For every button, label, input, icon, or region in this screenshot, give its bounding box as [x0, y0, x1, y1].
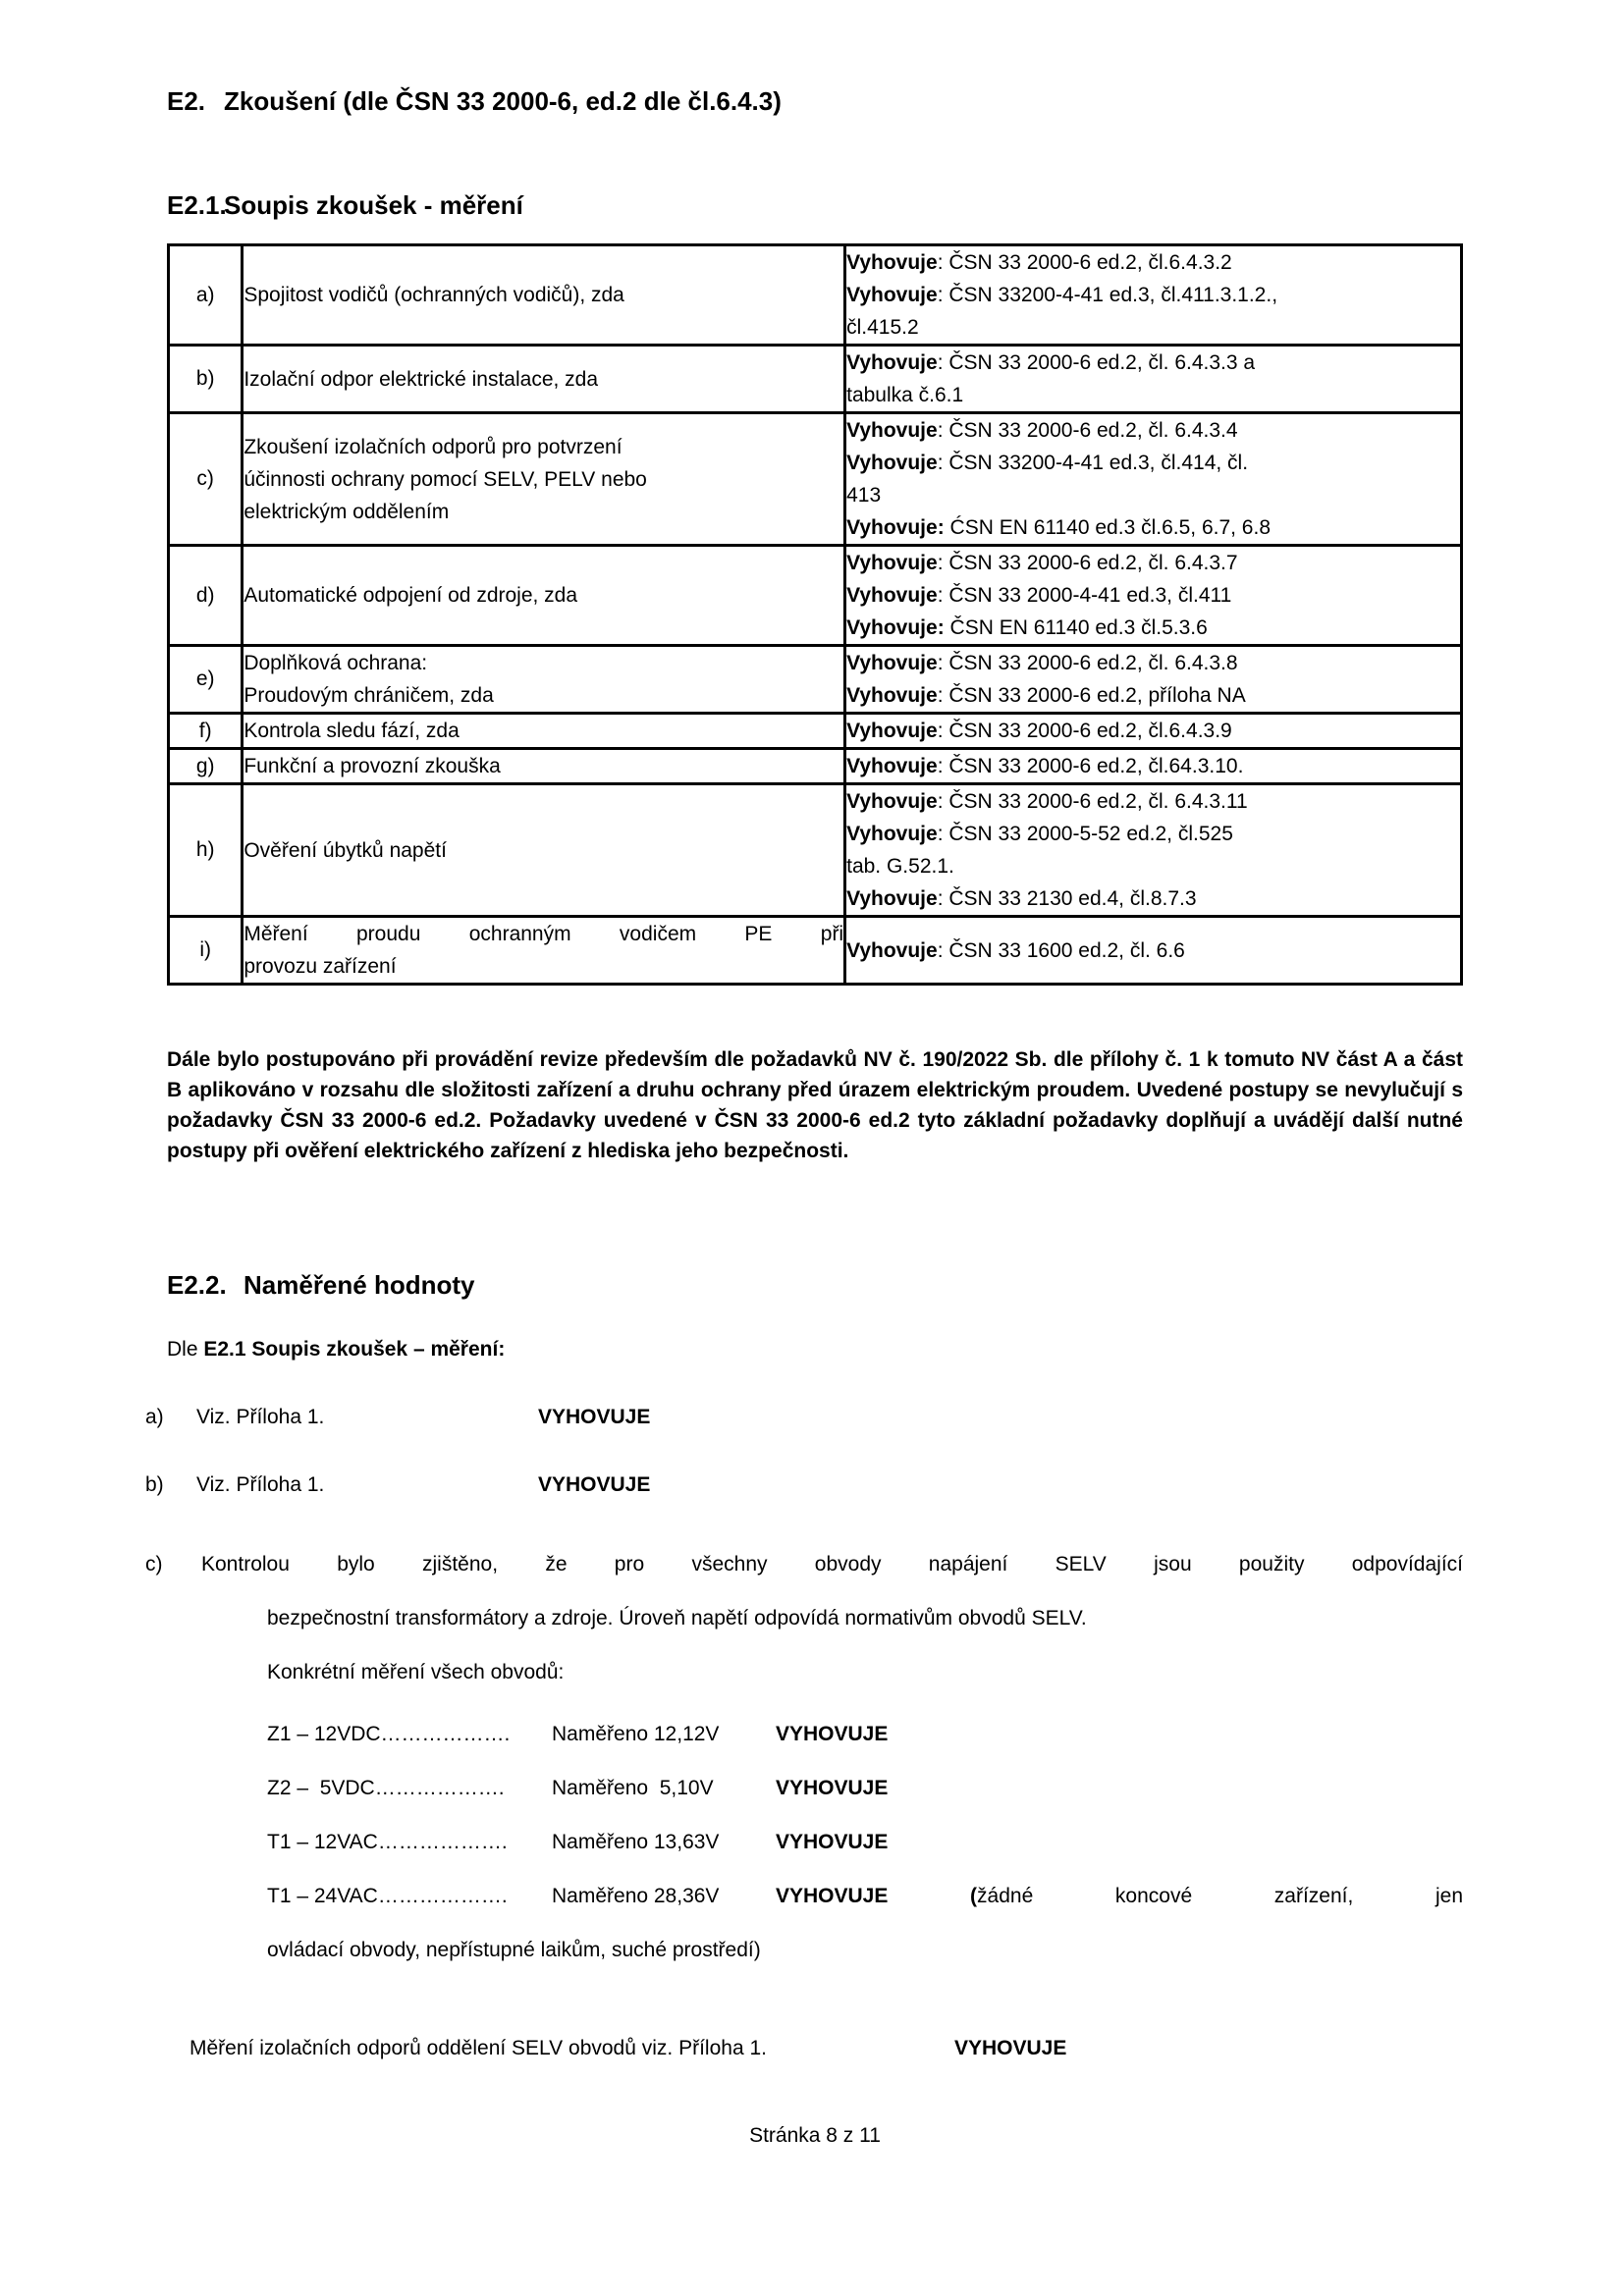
- item-c-line: Konkrétní měření všech obvodů:: [267, 1661, 565, 1683]
- row-letter-cell: h): [169, 784, 243, 917]
- measurement-row: [267, 1815, 1463, 1869]
- description-line: provozu zařízení: [244, 955, 397, 978]
- row-letter-cell: f): [169, 714, 243, 749]
- measurement-value: Naměřeno 13,63V: [552, 1831, 720, 1853]
- verdict-word: Vyhovuje: [846, 684, 938, 707]
- description-line: Automatické odpojení od zdroje, zda: [244, 584, 578, 607]
- table-row: [169, 245, 1462, 346]
- list-item: [145, 1472, 1463, 1498]
- measurement-value: Naměřeno 5,10V: [552, 1777, 714, 1799]
- item-text: Viz. Příloha 1.: [196, 1473, 325, 1496]
- row-description-cell: [243, 714, 845, 749]
- measurement-row: [267, 1761, 1463, 1815]
- result-line: tabulka č.6.1: [846, 384, 964, 406]
- verdict-word: Vyhovuje: [846, 755, 938, 777]
- row-description-cell: [243, 413, 845, 546]
- row-description-cell: [243, 646, 845, 714]
- item-letter: a): [145, 1406, 164, 1428]
- result-line: Vyhovuje: ČSN 33 2000-6 ed.2, čl.6.4.3.9: [846, 720, 1232, 742]
- measurement-label: Z1 – 12VDC……………….: [267, 1723, 511, 1745]
- measurement-verdict: [776, 1815, 1463, 1869]
- selv-text: Měření izolačních odporů oddělení SELV obvodů viz. Příloha 1.: [189, 2037, 767, 2059]
- heading-number: E2.: [167, 86, 206, 116]
- measurement-note: ovládací obvody, nepřístupné laikům, suché prostředí): [267, 1939, 761, 1961]
- table-row: [169, 749, 1462, 784]
- row-description-cell: [243, 917, 845, 985]
- measurement-verdict: [776, 1761, 1463, 1815]
- row-letter-cell: c): [169, 413, 243, 546]
- test-list-table: [167, 243, 1463, 986]
- heading-title: Naměřené hodnoty: [244, 1270, 475, 1300]
- page-number: Stránka 8 z 11: [749, 2124, 881, 2147]
- row-description-cell: [243, 245, 845, 346]
- result-line: Vyhovuje: ČSN 33 2000-6 ed.2, čl. 6.4.3.7: [846, 552, 1238, 574]
- item-verdict: VYHOVUJE: [538, 1473, 651, 1496]
- verdict-word: Vyhovuje: [846, 419, 938, 442]
- result-line: Vyhovuje: ČSN 33 1600 ed.2, čl. 6.6: [846, 938, 1185, 962]
- heading-number: E2.2.: [167, 1270, 227, 1300]
- item-verdict: VYHOVUJE: [538, 1406, 651, 1428]
- verdict-word: Vyhovuje: [846, 887, 938, 910]
- list-item: [145, 1405, 1463, 1430]
- result-line: tab. G.52.1.: [846, 855, 954, 878]
- heading-title: Soupis zkoušek - měření: [224, 190, 523, 220]
- note-paragraph: Dále bylo postupováno při provádění revize především dle požadavků NV č. 190/2022 Sb. dle přílohy č. 1 k tomuto NV část A a část B aplikováno v rozsahu dle složitosti zařízení a druhu ochrany před úrazem elektrickým proudem. Uvedené postupy se nevylučují s požadavky ČSN 33 2000-6 ed.2. Požadavky uvedené v ČSN 33 2000-6 ed.2 tyto základní požadavky doplňují a uvádějí další nutné postupy při ověření elektrického zařízení z hlediska jeho bezpečnosti.: [167, 1048, 1463, 1162]
- result-line: Vyhovuje: ČSN 33 2000-6 ed.2, příloha NA: [846, 684, 1246, 707]
- item-letter: c): [145, 1553, 163, 1575]
- result-line: Vyhovuje: ČSN 33 2000-6 ed.2, čl. 6.4.3.3 a: [846, 351, 1256, 374]
- measurement-verdict: [776, 1707, 1463, 1761]
- row-description-cell: [243, 546, 845, 646]
- selv-result-line: [167, 2036, 1463, 2061]
- row-description-cell: [243, 346, 845, 413]
- verdict-word: VYHOVUJE: [776, 1831, 889, 1853]
- item-c: [145, 1537, 1463, 1699]
- item-text: Viz. Příloha 1.: [196, 1406, 325, 1428]
- measurement-label: T1 – 24VAC……………….: [267, 1885, 508, 1907]
- row-result-cell: [845, 784, 1462, 917]
- item-c-text: Kontrolou bylo zjištěno, že pro všechny obvody napájení SELV jsou použity odpovídající: [201, 1553, 1463, 1575]
- description-line: elektrickým oddělením: [244, 500, 450, 523]
- description-line: Doplňková ochrana:: [244, 652, 428, 674]
- row-result-cell: [845, 749, 1462, 784]
- measurement-row: [267, 1707, 1463, 1761]
- verdict-word: Vyhovuje:: [846, 516, 945, 539]
- measurement-label: T1 – 12VAC……………….: [267, 1831, 508, 1853]
- row-letter-cell: g): [169, 749, 243, 784]
- items-ab-container: [145, 1405, 1463, 1498]
- description-line: účinnosti ochrany pomocí SELV, PELV nebo: [244, 467, 647, 491]
- heading-number: E2.1.: [167, 190, 227, 220]
- description-line: Funkční a provozní zkouška: [244, 755, 501, 777]
- table-row: [169, 546, 1462, 646]
- verdict-word: VYHOVUJE: [776, 1777, 889, 1799]
- verdict-word: Vyhovuje: [846, 823, 938, 845]
- result-line: 413: [846, 484, 882, 507]
- verdict-word: Vyhovuje: [846, 720, 938, 742]
- result-line: Vyhovuje: ČSN 33 2000-5-52 ed.2, čl.525: [846, 823, 1233, 845]
- row-result-cell: [845, 546, 1462, 646]
- result-line: čl.415.2: [846, 316, 919, 339]
- row-result-cell: [845, 646, 1462, 714]
- result-line: Vyhovuje: ČSN 33 2000-6 ed.2, čl. 6.4.3.8: [846, 652, 1238, 674]
- result-line: Vyhovuje: ČSN 33200-4-41 ed.3, čl.414, čl.: [846, 452, 1249, 474]
- row-letter-cell: a): [169, 245, 243, 346]
- verdict-word: Vyhovuje: [846, 790, 938, 813]
- result-line: Vyhovuje: ČSN 33 2000-6 ed.2, čl. 6.4.3.11: [846, 790, 1248, 813]
- row-letter-cell: d): [169, 546, 243, 646]
- description-line: Měření proudu ochranným vodičem PE při: [244, 923, 844, 945]
- table-row: [169, 646, 1462, 714]
- heading-e2: [167, 84, 1463, 118]
- measurements-container: [167, 1707, 1463, 1923]
- row-result-cell: [845, 413, 1462, 546]
- result-line: Vyhovuje: ČSN 33 2000-6 ed.2, čl. 6.4.3.4: [846, 419, 1238, 442]
- result-line: Vyhovuje: ČSN 33 2000-4-41 ed.3, čl.411: [846, 584, 1232, 607]
- intro-prefix: Dle: [167, 1338, 204, 1361]
- description-line: Spojitost vodičů (ochranných vodičů), zda: [244, 284, 624, 306]
- verdict-word: Vyhovuje: [846, 552, 938, 574]
- verdict-word: Vyhovuje:: [846, 616, 945, 639]
- result-line: Vyhovuje: ĆSN EN 61140 ed.3 čl.6.5, 6.7, 6.8: [846, 516, 1271, 539]
- result-line: Vyhovuje: ČSN 33 2130 ed.4, čl.8.7.3: [846, 887, 1197, 910]
- result-line: Vyhovuje: ČSN 33 2000-6 ed.2, čl.6.4.3.2: [846, 251, 1232, 274]
- table-row: [169, 784, 1462, 917]
- row-description-cell: [243, 784, 845, 917]
- measurement-label: Z2 – 5VDC……………….: [267, 1777, 505, 1799]
- heading-title: Zkoušení (dle ČSN 33 2000-6, ed.2 dle čl.6.4.3): [224, 86, 782, 116]
- intro-reference: E2.1 Soupis zkoušek – měření:: [203, 1338, 506, 1361]
- row-result-cell: [845, 346, 1462, 413]
- verdict-word: Vyhovuje: [846, 351, 938, 374]
- measurement-value: Naměřeno 28,36V: [552, 1885, 720, 1907]
- row-letter-cell: b): [169, 346, 243, 413]
- verdict-word: Vyhovuje: [846, 284, 938, 306]
- row-letter-cell: i): [169, 917, 243, 985]
- measurement-row: [267, 1869, 1463, 1923]
- measurement-value: Naměřeno 12,12V: [552, 1723, 720, 1745]
- test-table-body: [169, 245, 1462, 985]
- description-line: Proudovým chráničem, zda: [244, 684, 494, 707]
- selv-verdict: VYHOVUJE: [954, 2037, 1067, 2059]
- table-row: [169, 917, 1462, 985]
- table-row: [169, 346, 1462, 413]
- verdict-word: Vyhovuje: [846, 452, 938, 474]
- description-line: Izolační odpor elektrické instalace, zda: [244, 367, 599, 391]
- result-line: Vyhovuje: ČSN EN 61140 ed.3 čl.5.3.6: [846, 616, 1208, 639]
- heading-e22: [167, 1268, 1463, 1302]
- item-letter: b): [145, 1473, 164, 1496]
- item-c-line: [145, 1537, 1463, 1591]
- description-line: Kontrola sledu fází, zda: [244, 720, 460, 742]
- description-line: Zkoušení izolačních odporů pro potvrzení: [244, 435, 623, 458]
- measurement-verdict: VYHOVUJE (žádné koncové zařízení, jen: [776, 1885, 1463, 1907]
- verdict-word: VYHOVUJE (: [776, 1885, 978, 1907]
- row-description-cell: [243, 749, 845, 784]
- row-result-cell: [845, 714, 1462, 749]
- table-row: [169, 714, 1462, 749]
- row-result-cell: [845, 917, 1462, 985]
- verdict-word: Vyhovuje: [846, 938, 938, 962]
- result-line: Vyhovuje: ČSN 33 2000-6 ed.2, čl.64.3.10.: [846, 755, 1244, 777]
- result-line: Vyhovuje: ČSN 33200-4-41 ed.3, čl.411.3.1.2.,: [846, 284, 1278, 306]
- table-row: [169, 413, 1462, 546]
- heading-e21: [167, 188, 1463, 222]
- row-result-cell: [845, 245, 1462, 346]
- item-c-line: bezpečnostní transformátory a zdroje. Úroveň napětí odpovídá normativům obvodů SELV.: [267, 1607, 1087, 1629]
- row-letter-cell: e): [169, 646, 243, 714]
- verdict-word: Vyhovuje: [846, 652, 938, 674]
- verdict-word: Vyhovuje: [846, 251, 938, 274]
- description-line: Ověření úbytků napětí: [244, 838, 447, 862]
- verdict-word: VYHOVUJE: [776, 1723, 889, 1745]
- measured-intro: [167, 1337, 1463, 1362]
- verdict-word: Vyhovuje: [846, 584, 938, 607]
